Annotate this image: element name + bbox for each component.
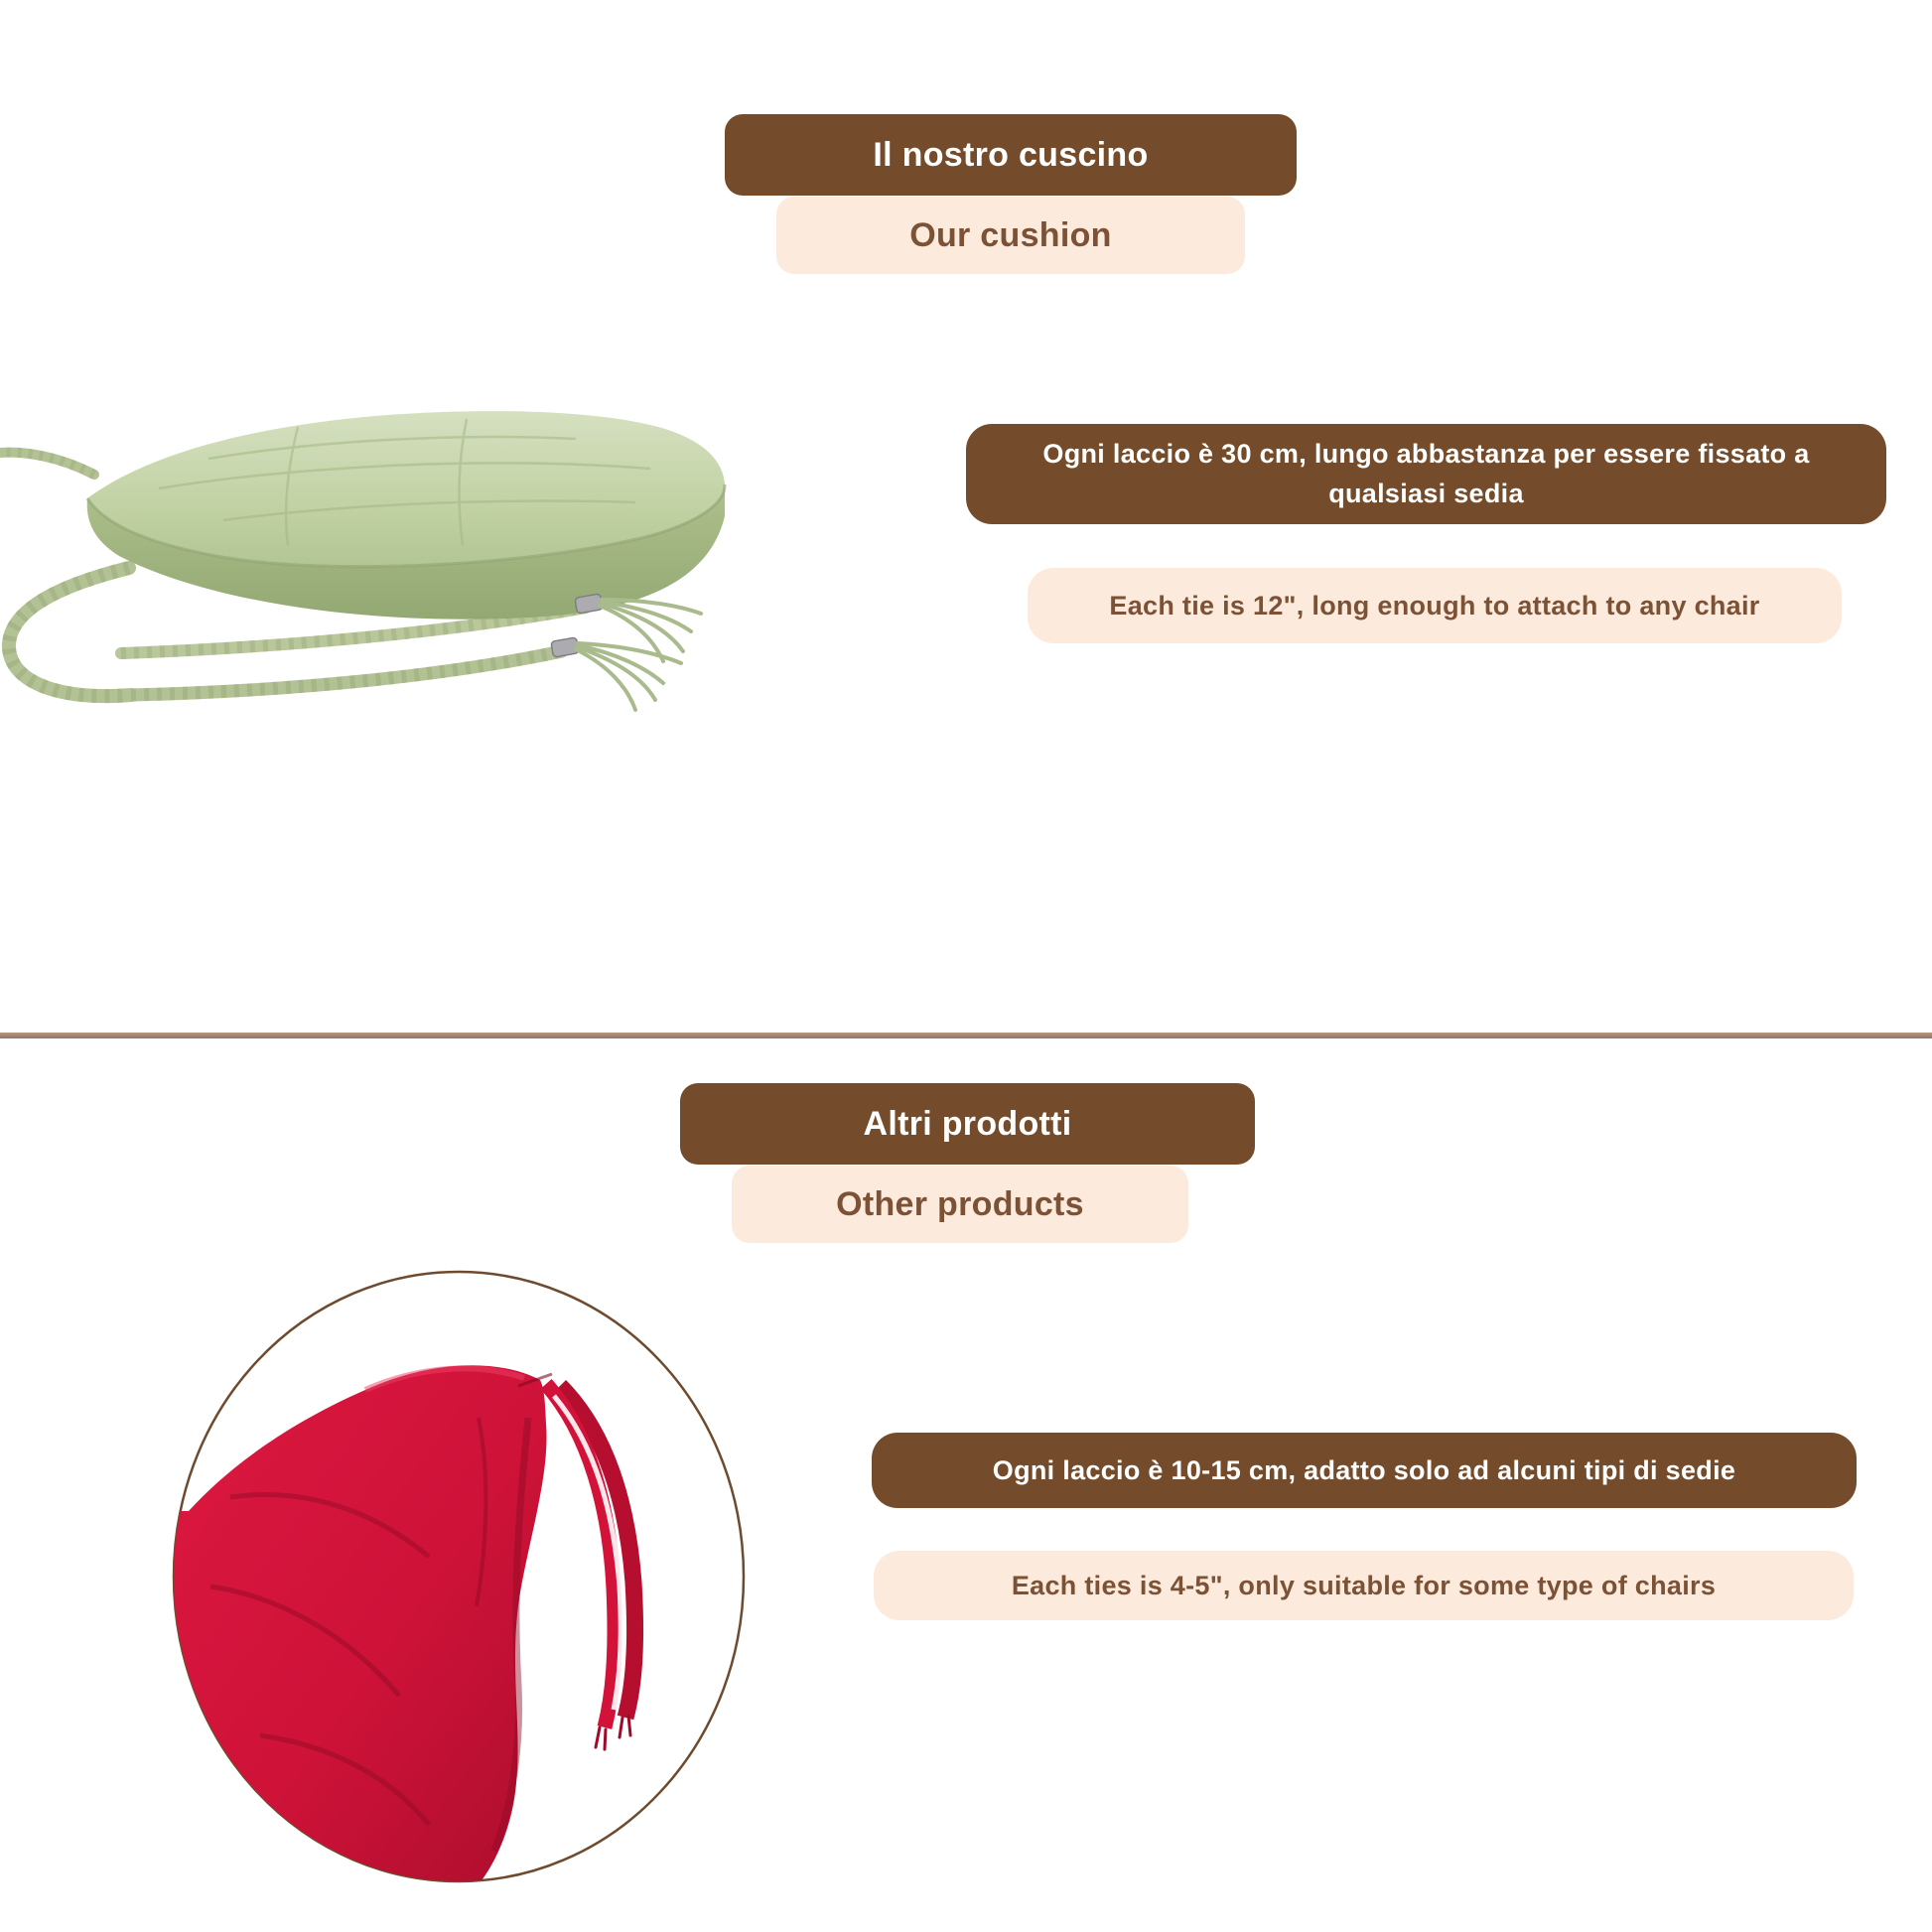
section-title-italian xyxy=(725,114,1297,196)
tie-length-claim-english-label: Each tie is 12", long enough to attach to any chair xyxy=(1109,590,1760,621)
other-products-title-italian xyxy=(680,1083,1255,1165)
tassel-ferrule xyxy=(575,594,603,614)
tie-length-claim-italian xyxy=(966,424,1886,524)
short-tie-claim-english xyxy=(874,1551,1854,1620)
short-tie-claim-english-label: Each ties is 4-5", only suitable for some type of chairs xyxy=(1011,1570,1717,1600)
green-cushion xyxy=(87,411,725,620)
tassel-ferrule xyxy=(551,637,579,657)
section-title-english xyxy=(776,197,1245,274)
other-products-title-english xyxy=(732,1166,1188,1243)
section-title-english-label: Our cushion xyxy=(909,215,1112,254)
green-cushion-photo xyxy=(0,397,903,814)
short-tie-claim-italian xyxy=(872,1433,1857,1508)
tie-length-claim-english xyxy=(1028,568,1842,643)
section-title-italian-label: Il nostro cuscino xyxy=(873,135,1149,174)
other-products-title-italian-label: Altri prodotti xyxy=(863,1104,1072,1143)
tie-length-claim-italian-label: Ogni laccio è 30 cm, lungo abbastanza per essere fissato a qualsiasi sedia xyxy=(1042,439,1810,508)
short-tie-claim-italian-label: Ogni laccio è 10-15 cm, adatto solo ad alcuni tipi di sedie xyxy=(992,1454,1736,1485)
section-divider xyxy=(0,1033,1932,1038)
other-products-title-english-label: Other products xyxy=(836,1184,1084,1223)
red-cushion-photo xyxy=(171,1269,747,1884)
